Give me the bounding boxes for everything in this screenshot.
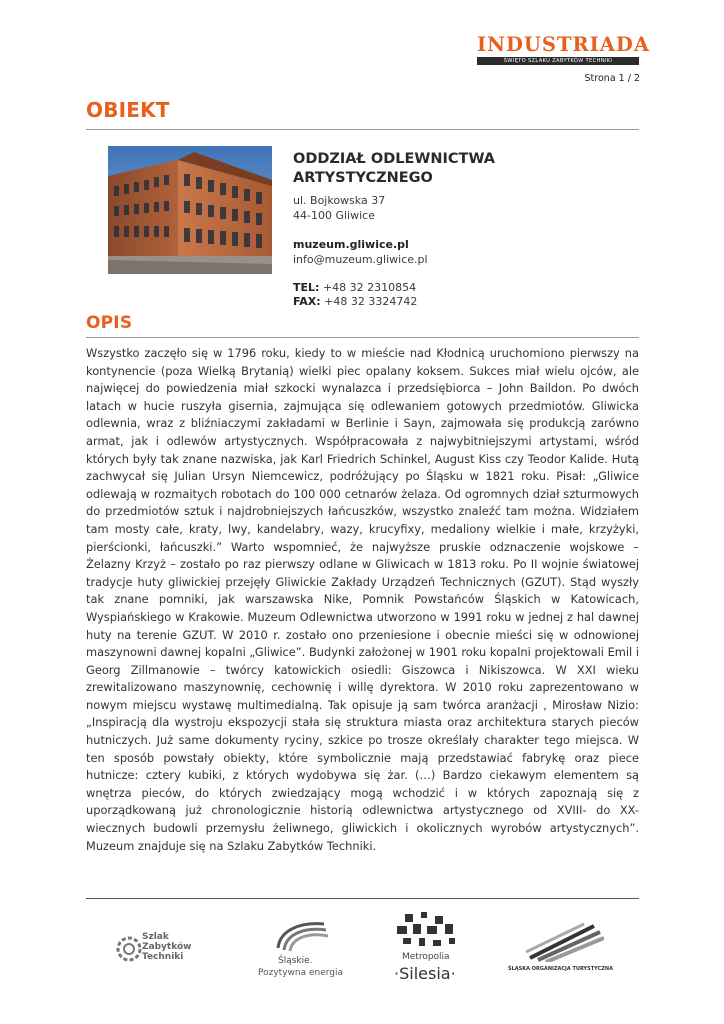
fax-value: +48 32 3324742 [324, 295, 418, 308]
fax-label: FAX: [293, 295, 321, 308]
object-name: ODDZIAŁ ODLEWNICTWA ARTYSTYCZNEGO [293, 151, 496, 186]
slaskie-tagline: Pozytywna energia [258, 968, 344, 978]
divider [86, 337, 639, 338]
tel-line [293, 280, 416, 295]
section-title-obiekt: OBIEKT [86, 98, 170, 122]
szlak-line-3: Techniki [142, 952, 184, 962]
fax-line [293, 294, 417, 309]
brand-subtitle: ŚWIĘTO SZLAKU ZABYTKÓW TECHNIKI [477, 57, 639, 65]
address-city: 44-100 Gliwice [293, 209, 375, 222]
industriada-logo [477, 33, 650, 65]
tel-label: TEL: [293, 281, 320, 294]
building-photo [108, 146, 272, 274]
metropolia-label: Metropolia [402, 952, 450, 962]
szlak-line-2: Zabytków [142, 942, 192, 952]
slaska-organizacja-turystyczna-logo [508, 922, 618, 980]
address-street: ul. Bojkowska 37 [293, 194, 386, 207]
slaskie-logo [256, 918, 342, 982]
page-number: Strona 1 / 2 [584, 73, 640, 84]
brand-title: INDUSTRIADA [477, 33, 650, 56]
metropolia-pixel-icon [395, 912, 461, 950]
website-link[interactable]: muzeum.gliwice.pl [293, 238, 409, 251]
divider [86, 129, 639, 130]
sot-label: ŚLĄSKA ORGANIZACJA TURYSTYCZNA [508, 966, 613, 972]
sot-stripes-icon [524, 922, 604, 962]
footer-divider [86, 898, 639, 899]
slaskie-swoosh-icon [270, 918, 330, 952]
email-link[interactable]: info@muzeum.gliwice.pl [293, 253, 428, 266]
silesia-label: ·Silesia· [394, 964, 456, 983]
metropolia-silesia-logo [392, 912, 464, 990]
description-text: Wszystko zaczęło się w 1796 roku, kiedy to w mieście nad Kłodnicą uruchomiono pierwszy na kontynencie (poza Wielką Brytanią) wielki piec opalany koksem. Sukces miał wielu ojców, ale najwięcej do powiedzenia miał szkocki wynalazca i przedsiębiorca – John Baildon. Po dwóch latach w hucie ruszyła gisernia, zajmująca się odlewaniem gotowych przedmiotów. Gliwicka odlewnia, wraz z bliźniaczymi zakładami w Berlinie i Sayn, zajmowała się produkcją zarówno armat, jak i odlewów artystycznych. Współpracowała z najwybitniejszymi artystami, wśród których były tak znane nazwiska, jak Karl Friedrich Schinkel, August Kiss czy Teodor Kalide. Hutą zachwycał się Julian Ursyn Niemcewicz, podróżujący po Śląsku w 1821 roku. Pisał: „Gliwice odlewają w rozmaitych robotach do 100 000 cetnarów żelaza. Od ogromnych dział szturmowych do przedmiotów sztuk i najdrobniejszych łańcuszków, wszystko znaleźć tam można. Widziałem tam mosty całe, kraty, lwy, kandelabry, wazy, krucyfixy, medaliony wielkie i małe, krzyżyki, pierścionki, łańcuszki.” Warto wspomnieć, że najwyższe pruskie odznaczenie wojskowe – Żelazny Krzyż – zostało po raz pierwszy odlane w Gliwicach w 1813 roku. Po II wojnie światowej tradycje huty gliwickiej przejęły Gliwickie Zakłady Urządzeń Technicznych (GZUT). Stąd wyszły tak znane pomniki, jak warszawska Nike, Pomnik Powstańców Śląskich w Katowicach, Wyspiańskiego w Krakowie. Muzeum Odlewnictwa utworzono w 1991 roku w jednej z hal dawnej huty na terenie GZUT. W 2010 r. zostało ono przeniesione i obecnie mieści się w odnowionej maszynowni dawnej kopalni „Gliwice”. Budynki założonej w 1901 roku kopalni projektowali Emil i Georg Zillmanowie – twórcy katowickich osiedli: Giszowca i Nikiszowca. W XXI wieku zrewitalizowano maszynownię, cechownię i willę dyrektora. W 2010 roku zaprezentowano w nowym miejscu wystawę multimedialną. Tak opisuje ją sam twórca aranżacji , Mirosław Nizio: „Inspiracją dla wystroju ekspozycji stała się struktura miasta oraz architektura starych pieców hutniczych. Już same dokumenty ryciny, szkice po trosze określały charakter tego miejsca. W ten sposób powstały obiekty, które symbolicznie mają przedstawiać fabrykę oraz piece hutnicze: cztery kubiki, z których wydobywa się żar. (…) Bardzo ciekawym elementem są wnętrza pieców, do których zwiedzający mogą wchodzić i w których zapoznają się z uporządkowaną już chronologicznie historią odlewnictwa artystycznego od XVIII- do XX-wiecznych budowli przemysłu żeliwnego, gliwickich i okolicznych wyrobów artystycznych”. Muzeum znajduje się na Szlaku Zabytków Techniki. [86, 346, 639, 853]
szlak-zabytkow-logo [112, 928, 204, 972]
slaskie-name: Śląskie. [278, 956, 313, 966]
section-title-opis: OPIS [86, 313, 133, 333]
tel-value: +48 32 2310854 [322, 281, 417, 294]
szlak-line-1: Szlak [142, 932, 169, 942]
gear-icon [112, 934, 146, 964]
